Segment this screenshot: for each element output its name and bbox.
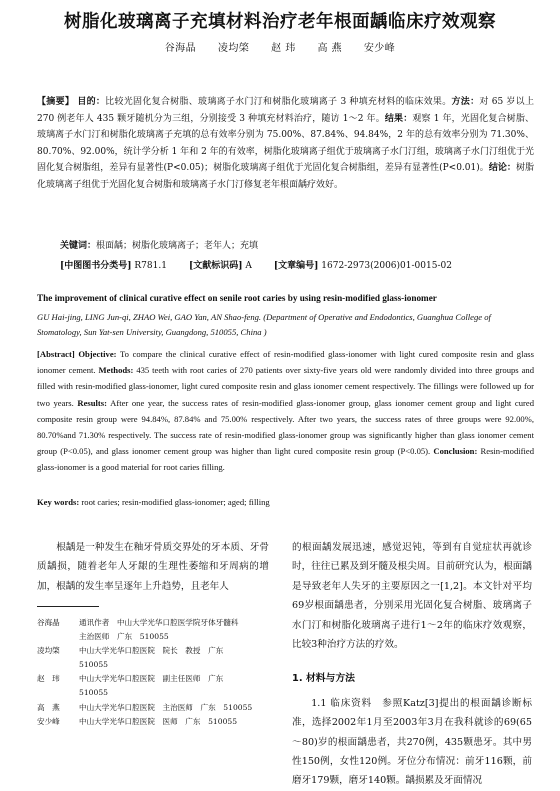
chinese-keywords <box>60 238 530 254</box>
affiliation-continuation: 主治医师 广东 510055 <box>79 632 169 642</box>
clc-field: [中图图书分类号] R781.1 <box>60 261 167 271</box>
methods-label: Methods: <box>98 365 134 376</box>
result-label: 结果： <box>384 113 413 124</box>
chinese-abstract <box>37 94 534 194</box>
document-code-field: [文献标识码] A <box>188 261 252 271</box>
affiliation-entry: 高 燕 中山大学光华口腔医院 主治医师 广东 510055 <box>37 702 253 712</box>
author: 赵 玮 <box>271 43 296 54</box>
affiliation-entry: 赵 玮 中山大学光华口腔医院 副主任医师 广东 <box>37 674 224 684</box>
en-keywords-text: root caries; resin-modified glass-ionomer; aged; filling <box>81 497 270 507</box>
affiliation-entry: 凌均棨 中山大学光华口腔医院 院长 教授 广东 <box>37 646 224 656</box>
section-heading: 1. 材料与方法 <box>292 673 355 685</box>
intro-paragraph: 根龋是一种发生在釉牙骨质交界处的牙本质、牙骨质龋损，随着老年人牙龈的生理性萎缩和牙周病的增加，根龋的发生率呈逐年上升趋势，且老年人 <box>37 542 269 592</box>
english-keywords <box>37 497 534 507</box>
results-text: After one year, the success rates of resin-modified glass-ionomer group, glass ionomer cement group and light cured composite resin group were 94.84%, 87.84% and 75.00% respectively. After two years, the success rates of three groups were 92.00%, 80.70%and 71.30% respectively. The success rate of resin-modified glass-ionomer group was significantly higher than glass ionomer cement group (P<0.05), and glass ionomer cement group was higher than light cured composite resin group (P<0.05). <box>37 397 534 457</box>
objective-text: To compare the clinical curative effect of resin-modified glass-ionomer with light cured composite resin and glass ionomer cement. <box>37 349 534 376</box>
purpose-text: 比较光固化复合树脂、玻璃离子水门汀和树脂化玻璃离子 3 种填充材料的临床效果。 <box>105 97 452 107</box>
intro-continuation: 的根面龋发展迅速，感觉迟钝，等到有自觉症状再就诊时，往往已累及到牙髓及根尖周。目前研究认为，根面龋是导致老年人失牙的主要原因之一[1,2]。本文针对平均69岁根面龋患者，分别采用光固化复合树脂、玻璃离子水门汀和树脂化玻璃离子进行1～2年的临床疗效观察，比较3种治疗方法的疗效。 <box>292 542 532 651</box>
keywords-text: 根面龋；树脂化玻璃离子；老年人；充填 <box>96 241 259 251</box>
article-id-field: [文章编号] 1672-2973(2006)01-0015-02 <box>273 261 452 271</box>
en-keywords-label: Key words: <box>37 497 80 507</box>
purpose-label: 目的： <box>77 97 106 107</box>
section-paragraph: 1.1 临床资料 参照Katz[3]提出的根面龋诊断标准，选择2002年1月至2003年3月在我科就诊的69(65～80)岁的根面龋患者，共270例，435颗患牙。其中男性150例，女性120例。牙位分布情况：前牙116颗，前磨牙179颗，磨牙140颗。龋损累及牙面情况 <box>292 697 532 787</box>
en-abstract-label: [Abstract] <box>37 349 75 359</box>
classification-line <box>60 258 530 271</box>
conclusion-label: 结论： <box>488 163 516 174</box>
author: 谷海晶 <box>164 43 197 54</box>
footnote-divider <box>37 606 99 607</box>
affiliation-entry: 安少峰 中山大学光华口腔医院 医师 广东 510055 <box>37 716 238 726</box>
conclusion-text: 树脂化玻璃离子组优于光固化复合树脂和玻璃离子水门汀修复老年根面龋疗效好。 <box>37 163 534 190</box>
author: 安少峰 <box>363 43 396 54</box>
keywords-label: 关键词： <box>60 241 97 251</box>
author-affiliations <box>37 616 277 729</box>
author: 凌均棨 <box>217 43 250 54</box>
english-abstract <box>37 346 534 476</box>
methods-text: 435 teeth with root caries of 270 patients over sixty-five years old were randomly divided into three groups and filled with resin-modified glass-ionomer, light cured composite resin and glass ionomer cement respectively. The fillings were followed up for two years. <box>37 365 534 408</box>
en-conclusion-text: Resin-modified glass-ionomer is a good material for root caries filling. <box>37 446 534 473</box>
author-list <box>0 39 560 54</box>
method-label: 方法： <box>451 97 480 107</box>
affiliation-entry: 谷海晶 通讯作者 中山大学光华口腔医学院牙体牙髓科 <box>37 618 239 627</box>
body-left-column <box>37 538 269 596</box>
paper-title: 树脂化玻璃离子充填材料治疗老年根面龋临床疗效观察 <box>64 12 496 32</box>
objective-label: Objective: <box>78 349 117 359</box>
affiliation-continuation: 510055 <box>79 688 108 698</box>
author: 高 燕 <box>317 43 343 54</box>
en-conclusion-label: Conclusion: <box>433 446 478 457</box>
english-authors: GU Hai-jing, LING Jun-qi, ZHAO Wei, GAO Yan, AN Shao-feng. (Department of Operative and Endodontics, Guanghua College of Stomatology, Sun Yat-sen University, Guangdong, 510055, China ) <box>37 312 491 337</box>
abstract-label: 【摘要】 <box>37 97 75 107</box>
body-right-column <box>292 538 532 791</box>
english-title: The improvement of clinical curative effect on senile root caries by using resin-modified glass-ionomer <box>37 293 437 303</box>
result-text: 观察 1 年，光固化复合树脂、玻璃离子水门汀和树脂化玻璃离子充填的总有效率分别为 75.00%、87.84%、94.84%，2 年的总有效率分别为 71.30%、80.70%、92.00%，统计学分析 1 年和 2 年的有效率，树脂化玻璃离子组优于玻璃离子水门汀组，玻璃离子水门汀组优于光固化复合树脂组，差异有显著性(P<0.05)；树脂化玻璃离子组优于光固化复合树脂组，差异有显著性(P<0.01)。 <box>37 113 534 174</box>
affiliation-continuation: 510055 <box>79 660 108 670</box>
results-label: Results: <box>77 397 107 408</box>
method-text: 对 65 岁以上 270 例老年人 435 颗牙随机分为三组，分别接受 3 种填充材料治疗，随访 1～2 年。 <box>37 97 534 124</box>
